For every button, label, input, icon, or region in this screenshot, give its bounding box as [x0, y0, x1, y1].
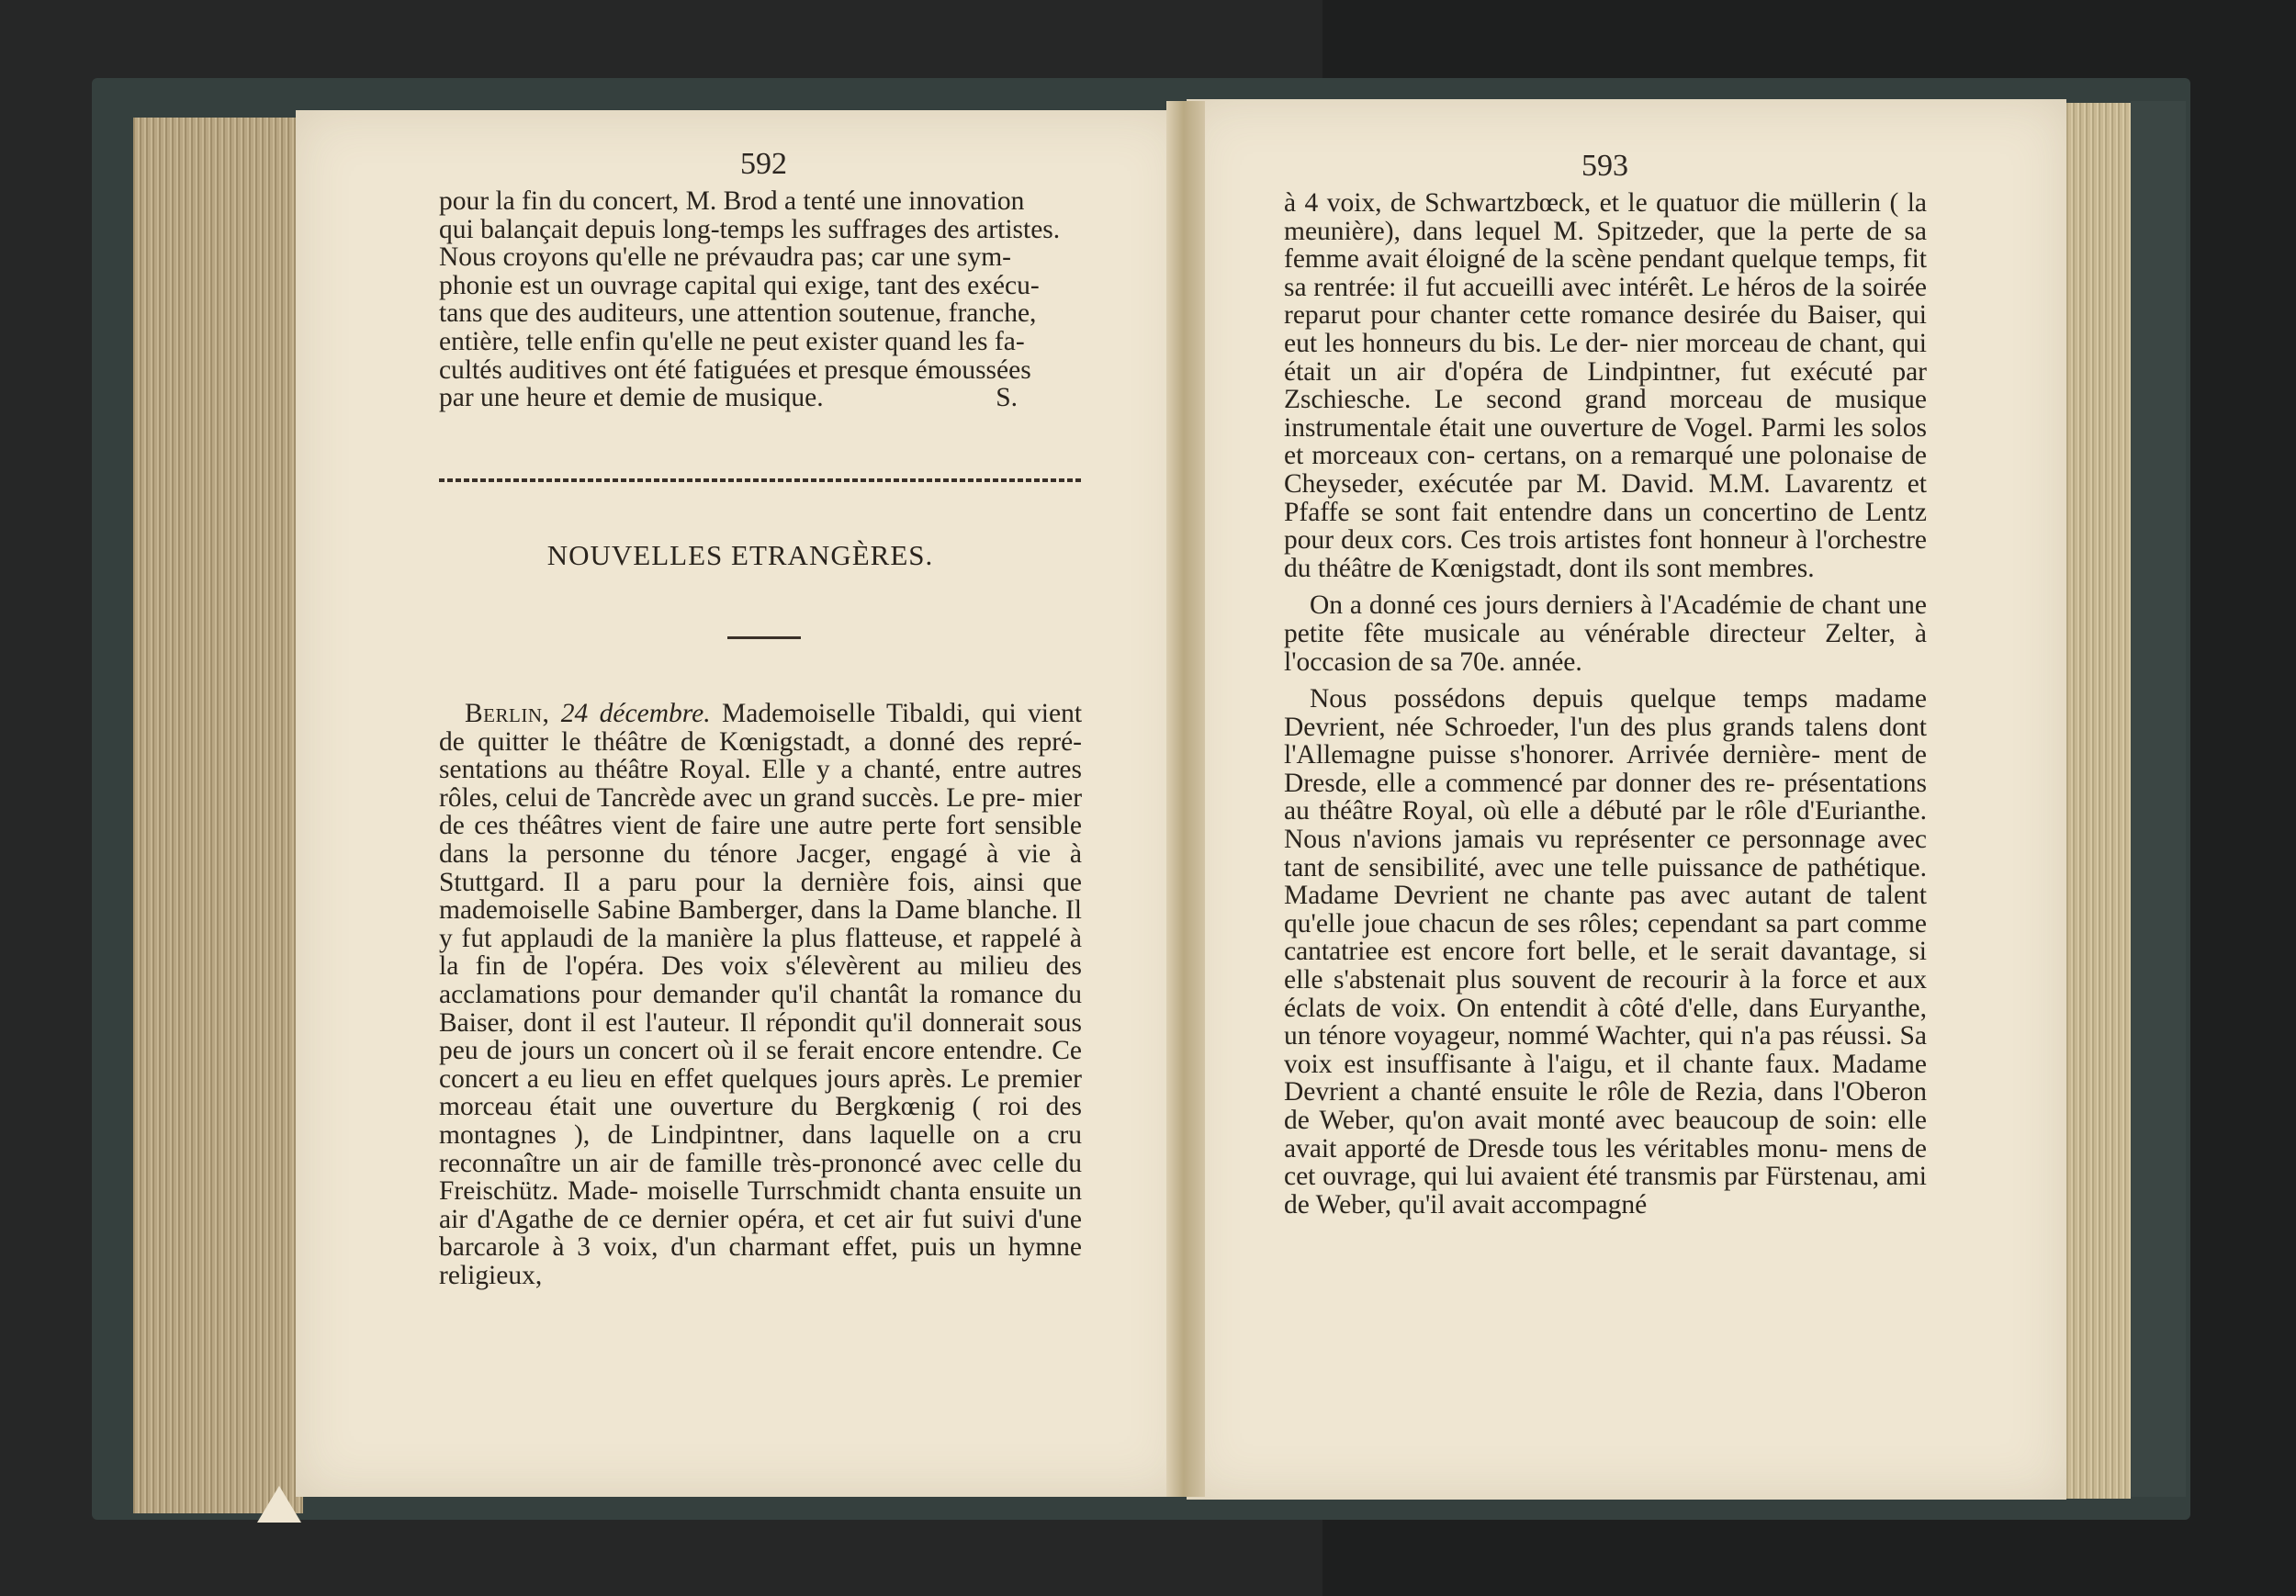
text-line: qui balançait depuis long-temps les suffrages des artistes.: [439, 214, 1061, 244]
text-segment: mens de cet ouvrage, qui lui avaient été transmis par Fürstenau, ami de Weber, qu'il avait accompagné: [1284, 1133, 1927, 1219]
text-line-last: [439, 384, 1082, 412]
text-segment: mier de ces théâtres vient de faire une autre perte fort sensible dans la personne du ténore Jacger, engagé à vie à Stuttgard. Il a paru pour la dernière fois, ainsi que mademoiselle Sabine Bamberger, dans la Dame blanche. Il y fut applaudi de la manière la plus flatteuse, et rappelé à la fin de l'opéra. Des voix s'élevèrent au milieu des acclamations pour demander qu'il chantât la romance du Baiser, dont il est l'auteur. Il répondit qu'il donnerait sous peu de jours un concert où il se ferait encore entendre. Ce concert a eu lieu en effet quelques jours après. Le premier morceau était une ouverture du Bergkœnig ( roi des montagnes ), de Lindpintner, dans laquelle on a cru reconnaître un air de famille très-prononcé avec celle du Freischütz. Made-: [439, 782, 1083, 1207]
dateline-date: 24 décembre.: [560, 699, 711, 728]
text-segment: ment de Dresde, elle a commencé par donner des re-: [1284, 740, 1927, 798]
text-segment: Nous possédons depuis quelque temps madame Devrient, née Schroeder, l'un des plus grands talens dont l'Allemagne puisse s'honorer. Arrivée dernière-: [1284, 684, 1927, 770]
text-segment: à 4 voix, de Schwartzbœck, et le quatuor die müllerin ( la meunière), dans lequel M. Spitzeder, que la perte de sa femme avait éloigné de la scène pendant quelque temps, fit sa rentrée: il fut accueilli avec intérêt. Le héros de la soirée reparut pour chanter cette romance desirée du Baiser, qui eut les honneurs du bis. Le der-: [1284, 188, 1927, 358]
page-number-left: 592: [740, 147, 787, 181]
text-segment: Mademoiselle Tibaldi, qui vient de quitter le théâtre de Kœnigstadt, a donné des repré-: [439, 699, 1083, 757]
article-paragraph: [1284, 189, 1927, 582]
text-line: entière, telle enfin qu'elle ne peut exister quand les fa-: [439, 326, 1025, 356]
dateline-city: Berlin,: [465, 699, 550, 728]
text-segment: sentations au théâtre Royal. Elle y a chanté, entre autres rôles, celui de Tancrède avec un grand succès. Le pre-: [439, 755, 1082, 813]
page-number-right: 593: [1581, 149, 1628, 183]
text-segment: nier morceau de chant, qui était un air d'opéra de Lindpintner, fut exécuté par Zschiesche. Le second grand morceau de musique instrumentale était une ouverture de Vogel. Parmi les solos et morceaux con-: [1284, 328, 1927, 471]
text-line: tans que des auditeurs, une attention soutenue, franche,: [439, 298, 1037, 329]
text-line: pour la fin du concert, M. Brod a tenté une innovation: [439, 186, 1025, 216]
right-article-text: [1284, 189, 1927, 1219]
article-paragraph: [1284, 685, 1927, 1219]
text-segment: moiselle Turrschmidt chanta ensuite un air d'Agathe de ce dernier opéra, et cet air fut suivi d'une barcarole à 3 voix, d'un charmant effet, puis un hymne religieux,: [439, 1176, 1082, 1290]
book-cover-edge: [2131, 101, 2186, 1497]
article-paragraph: On a donné ces jours derniers à l'Académie de chant une petite fête musicale au vénérable directeur Zelter, à l'occasion de sa 70e. année.: [1284, 590, 1927, 677]
text-line: Nous croyons qu'elle ne prévaudra pas; car une sym-: [439, 242, 1011, 273]
text-segment: certans, on a remarqué une polonaise de Cheyseder, exécutée par M. David. M.M. Lavarentz et Pfaffe se sont fait entendre dans un concertino de Lentz pour deux cors. Ces trois artistes font honneur à l'orchestre du théâtre de Kœnigstadt, dont ils sont membres.: [1284, 441, 1928, 583]
text-segment: présentations au théâtre Royal, où elle a débuté par le rôle d'Eurianthe. Nous n'avions jamais vu représenter ce personnage avec tant de sensibilité, avec une telle puissance de pathétique. Madame Devrient ne chante pas avec autant de talent qu'elle joue chacun de ses rôles; cependant sa part comme cantatriee est encore fort belle, et le serait davantage, si elle s'abstenait plus souvent de recourir à la force et aux éclats de voix. On entendit à côté d'elle, dans Euryanthe, un ténore voyageur, nommé Wachter, qui n'a pas réussi. Sa voix est insuffisante à l'aigu, et il chante faux. Madame Devrient a chanté ensuite le rôle de Rezia, dans l'Oberon de Weber, qu'on avait monté avec beaucoup de soin: elle avait apporté de Dresde tous les véritables monu-: [1284, 768, 1927, 1163]
article-paragraph: [439, 700, 1082, 1289]
text-line: par une heure et demie de musique.: [439, 383, 824, 413]
author-signature: S.: [996, 383, 1018, 413]
text-line: phonie est un ouvrage capital qui exige, tant des exécu-: [439, 270, 1040, 300]
book-gutter: [1166, 101, 1205, 1497]
page-block-left: [133, 118, 303, 1513]
left-article-text: [439, 700, 1082, 1289]
left-intro-text: [439, 187, 1082, 412]
text-line: cultés auditives ont été fatiguées et presque émoussées: [439, 354, 1031, 385]
page-block-right: [2066, 103, 2131, 1499]
page-corner: [257, 1486, 301, 1523]
section-heading: NOUVELLES ETRANGÈRES.: [546, 539, 934, 571]
section-divider: [727, 636, 801, 639]
